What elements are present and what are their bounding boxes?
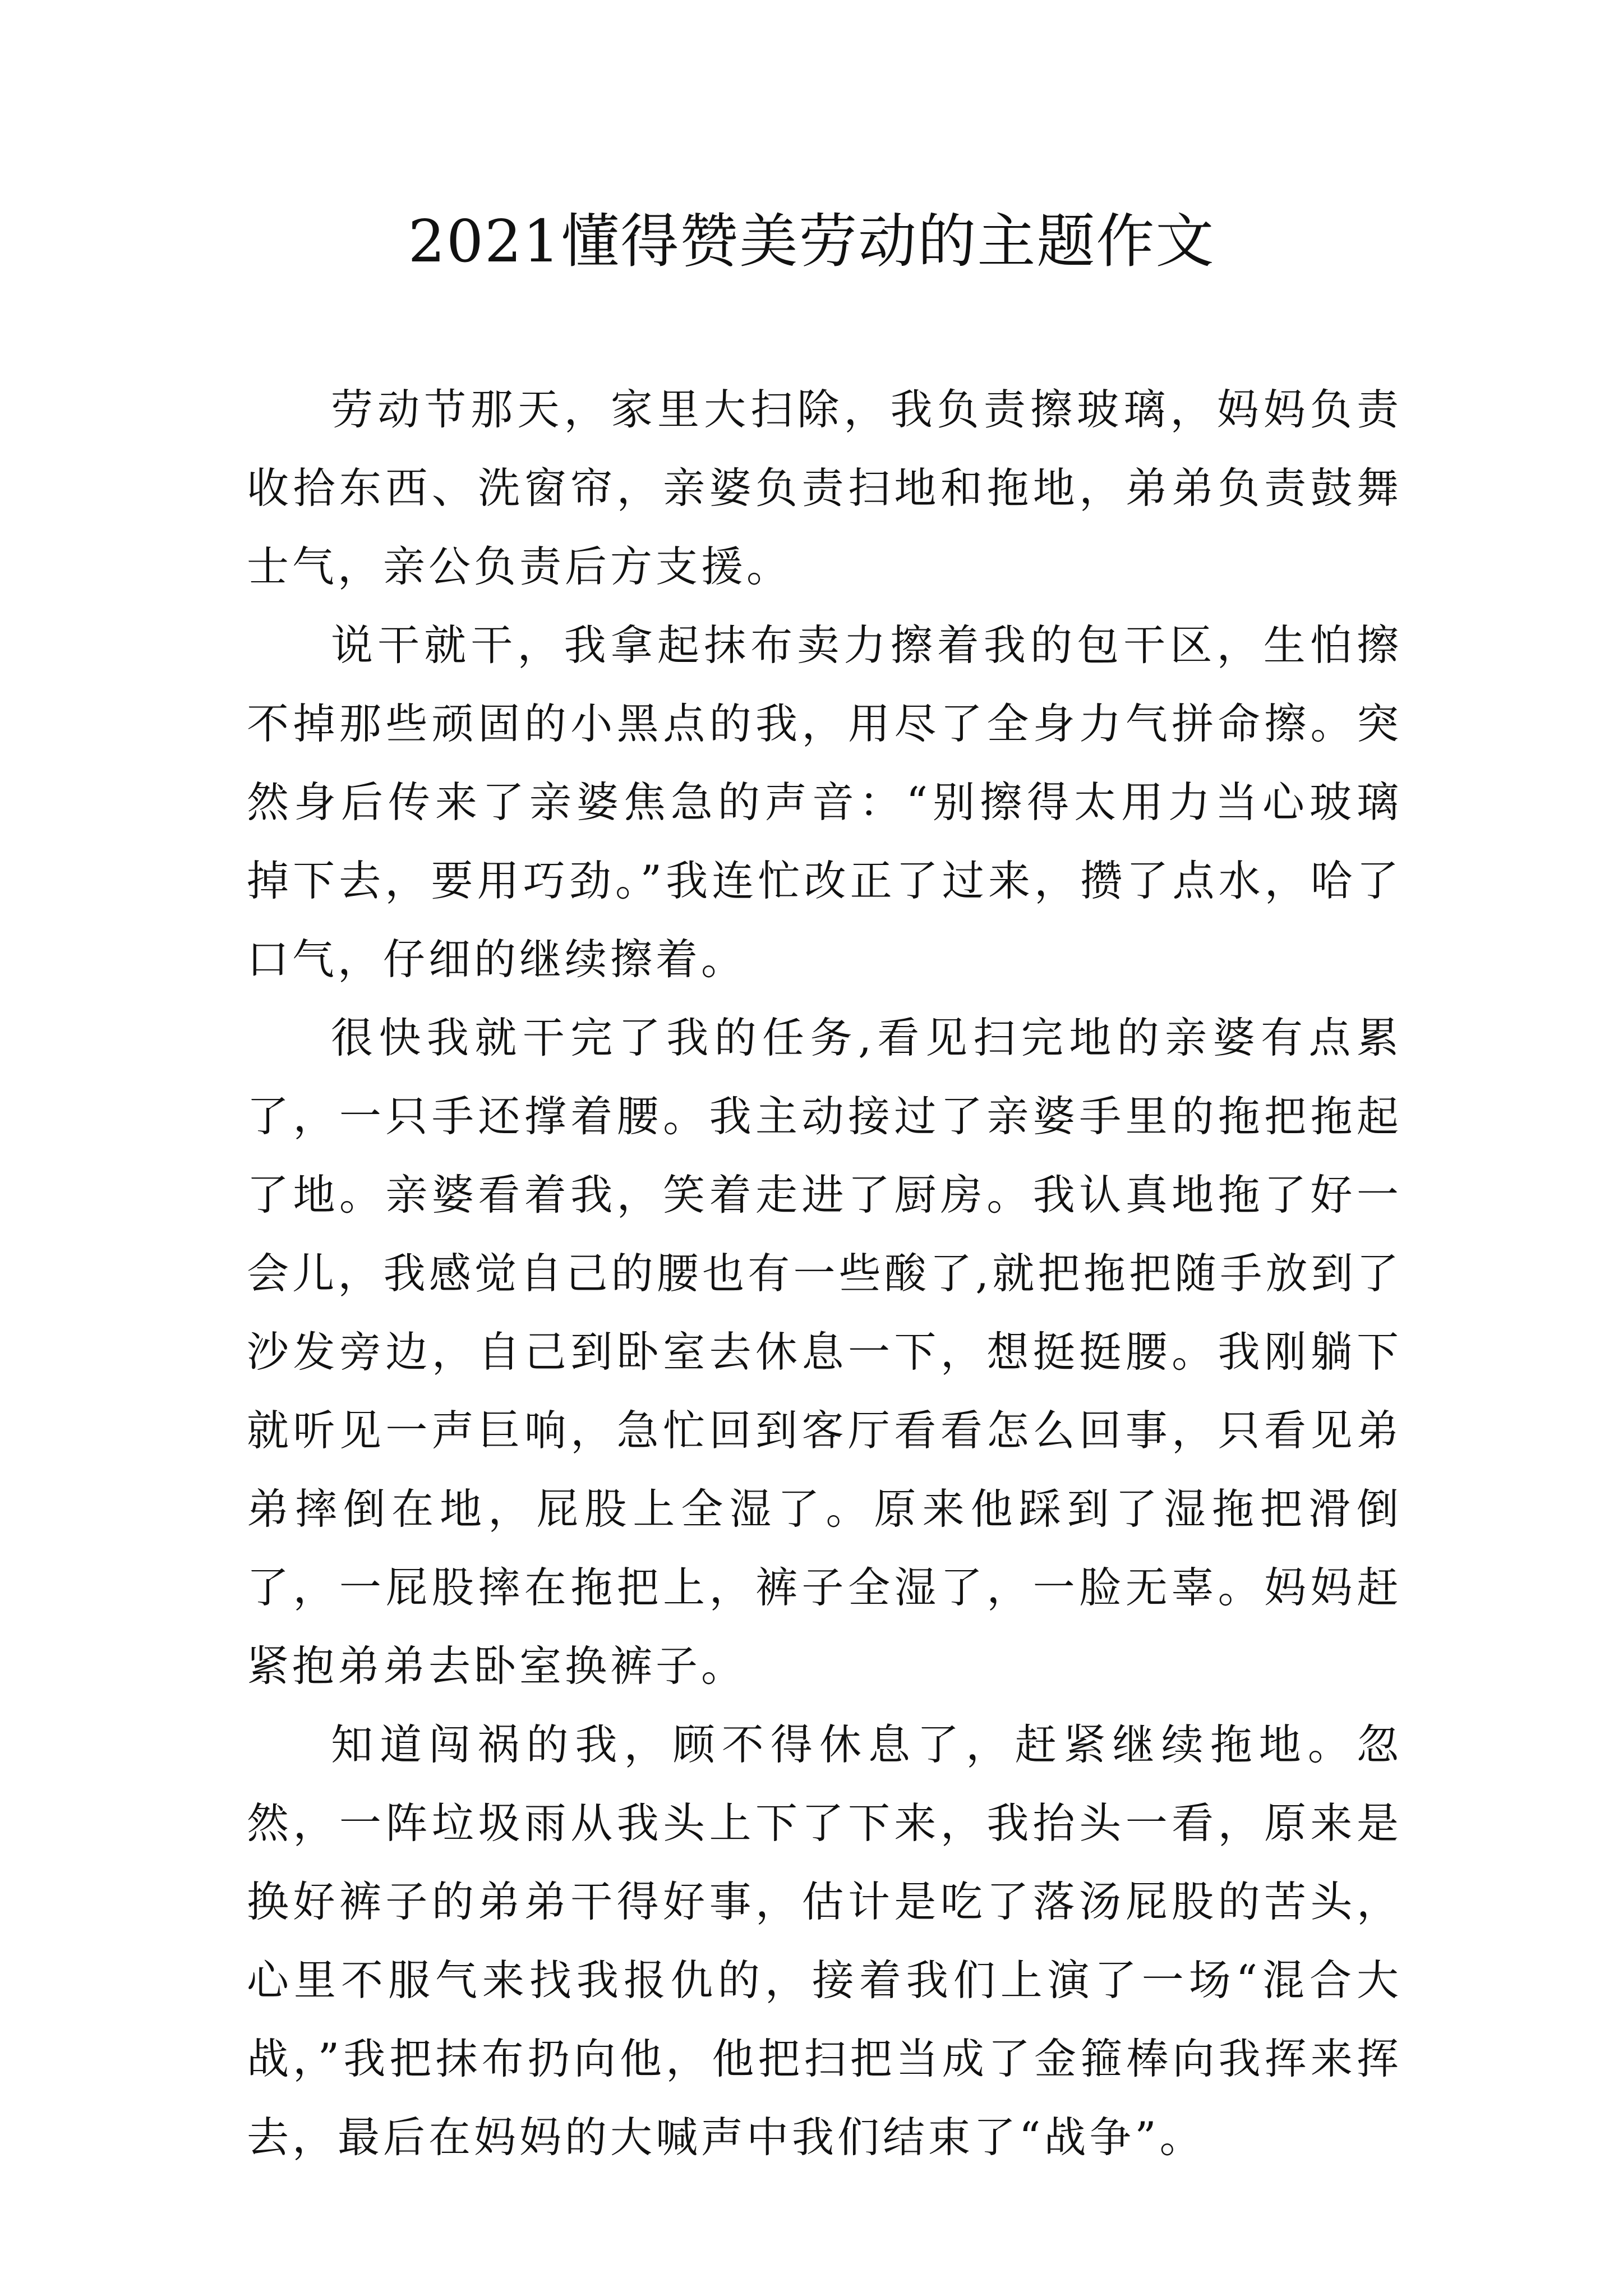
document-title: 2021懂得赞美劳动的主题作文 (408, 207, 1215, 275)
paragraph: 劳动节那天，家里大扫除，我负责擦玻璃，妈妈负责收拾东西、洗窗帘，亲婆负责扫地和拖地，弟弟负责鼓舞士气，亲公负责后方支援。 (247, 385, 1402, 591)
paragraph: 知道闯祸的我，顾不得休息了，赶紧继续拖地。忽然，一阵垃圾雨从我头上下了下来，我抬头一看，原来是换好裤子的弟弟干得好事，估计是吃了落汤屁股的苦头，心里不服气来找我报仇的，接着我们上演了一场“混合大战，”我把抹布扔向他，他把扫把当成了金箍棒向我挥来挥去，最后在妈妈的大喊声中我们结束了“战争”。 (247, 1720, 1402, 2162)
paragraph: 说干就干，我拿起抹布卖力擦着我的包干区，生怕擦不掉那些顽固的小黑点的我，用尽了全身力气拼命擦。突然身后传来了亲婆焦急的声音：“别擦得太用力当心玻璃掉下去，要用巧劲。”我连忙改正了过来，攒了点水，哈了口气，仔细的继续擦着。 (247, 620, 1402, 984)
document-body (247, 370, 1402, 2177)
paragraph: 很快我就干完了我的任务,看见扫完地的亲婆有点累了，一只手还撑着腰。我主动接过了亲婆手里的拖把拖起了地。亲婆看着我，笑着走进了厨房。我认真地拖了好一会儿，我感觉自己的腰也有一些酸了,就把拖把随手放到了沙发旁边，自己到卧室去休息一下，想挺挺腰。我刚躺下就听见一声巨响，急忙回到客厅看看怎么回事，只看见弟弟摔倒在地，屁股上全湿了。原来他踩到了湿拖把滑倒了，一屁股摔在拖把上，裤子全湿了，一脸无辜。妈妈赶紧抱弟弟去卧室换裤子。 (247, 1013, 1402, 1691)
